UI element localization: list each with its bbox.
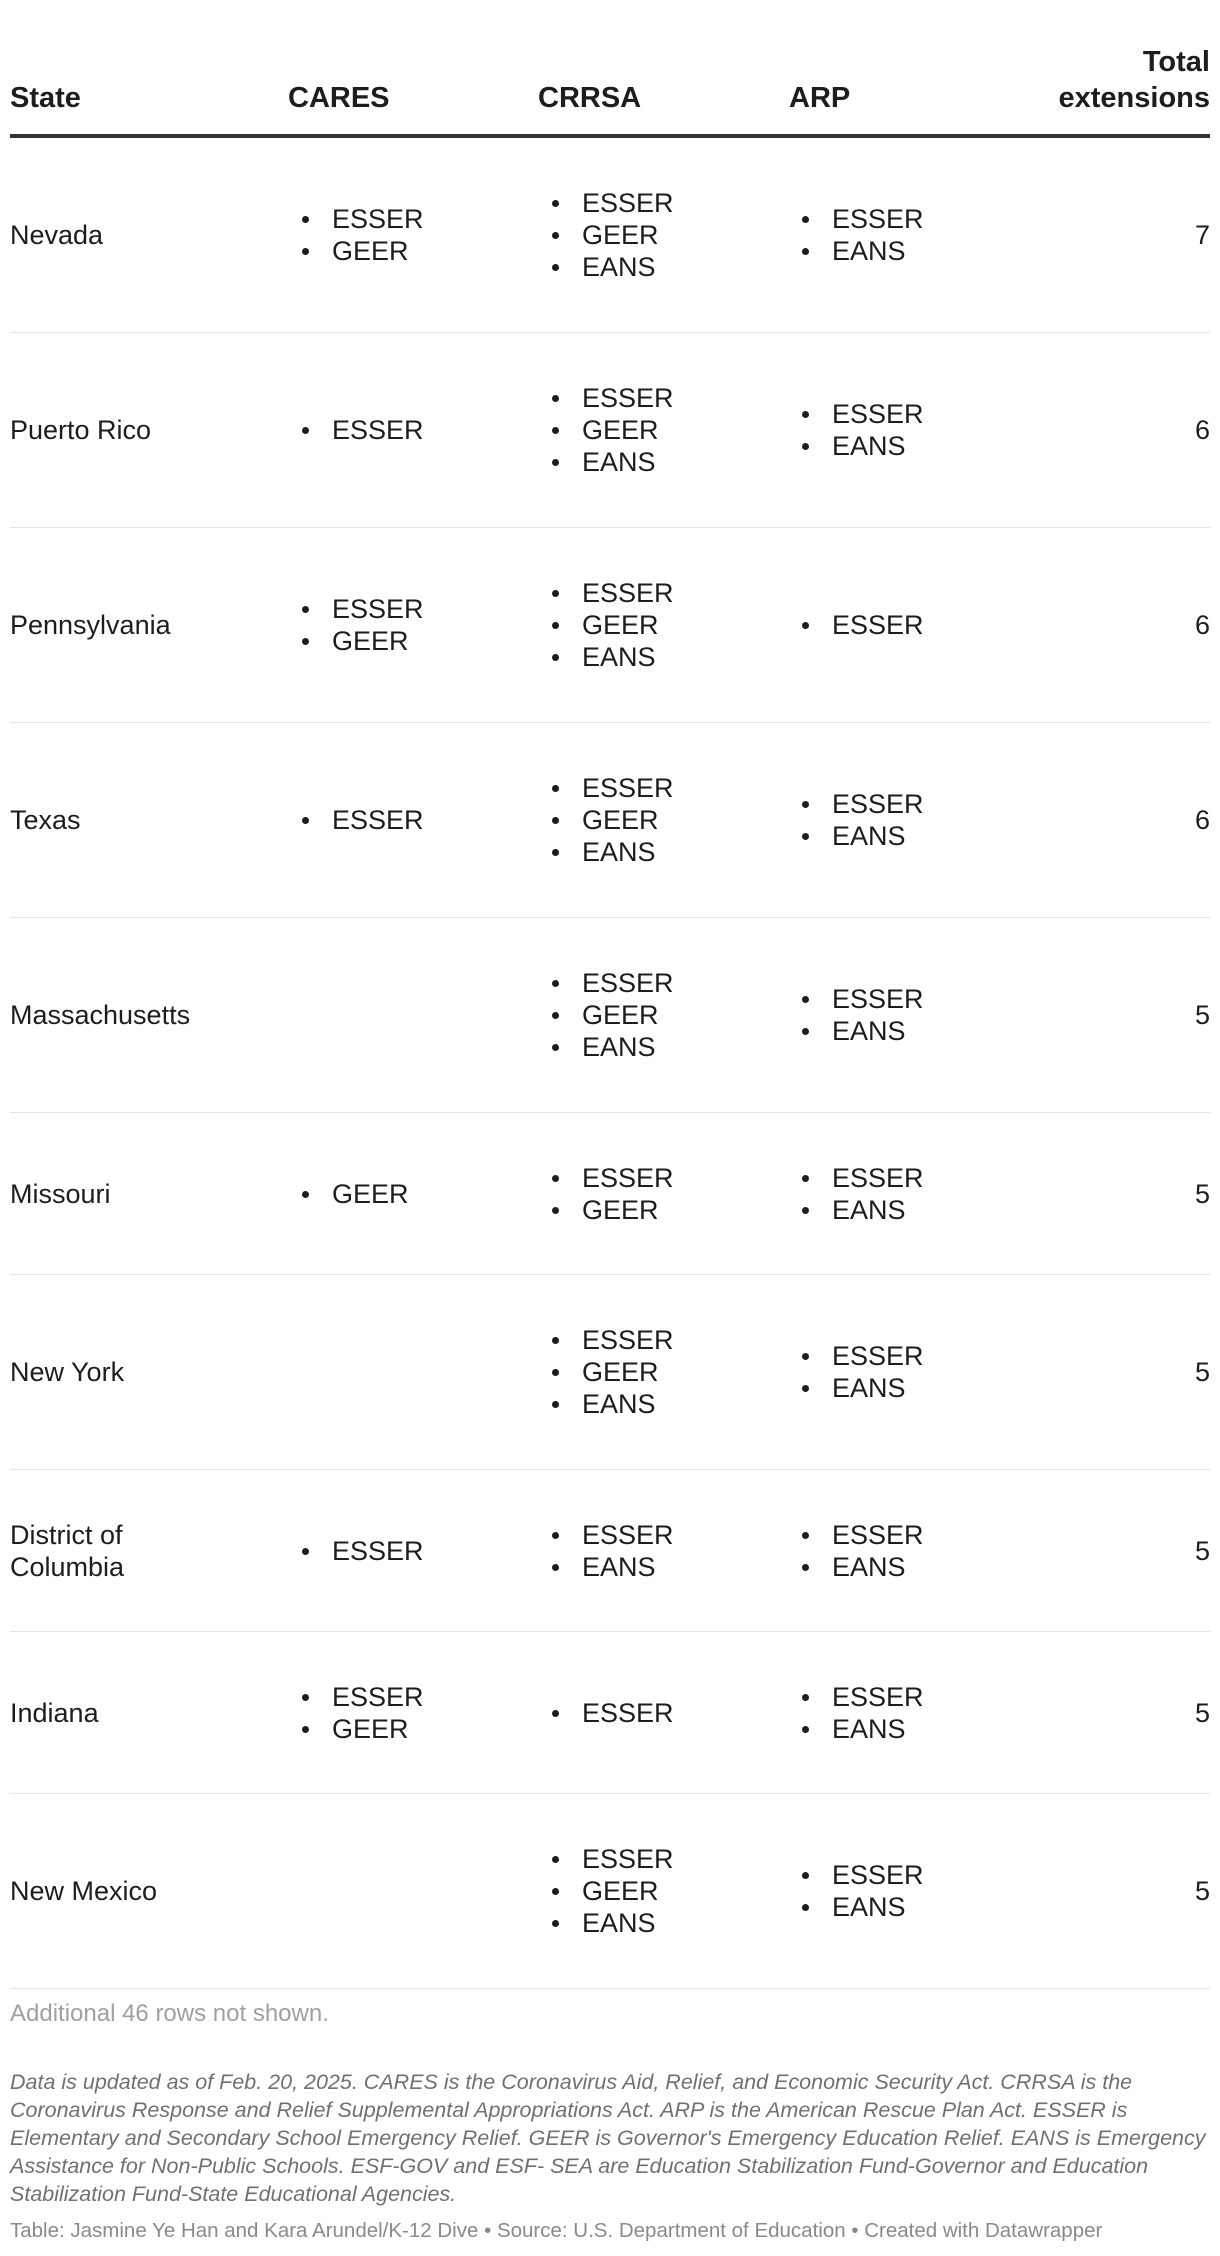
- program-item: GEER: [582, 1194, 674, 1226]
- cell-state: Puerto Rico: [10, 415, 152, 445]
- cell-crrsa: [582, 138, 782, 332]
- program-list: [582, 1519, 674, 1583]
- program-item: ESSER: [332, 594, 424, 624]
- program-item: ESSER: [832, 1519, 924, 1550]
- cell-arp: [832, 1113, 1032, 1274]
- program-list: [582, 1162, 674, 1226]
- program-item: EANS: [832, 1015, 924, 1047]
- program-item: ESSER: [332, 805, 424, 835]
- program-item: EANS: [582, 1907, 674, 1939]
- cell-total: 5: [1194, 1535, 1210, 1566]
- table-body: [10, 138, 1210, 1989]
- program-list: [832, 203, 924, 267]
- program-list: [332, 414, 424, 446]
- cell-arp: [832, 723, 1032, 917]
- table-row: [10, 1275, 1210, 1470]
- cell-crrsa: [582, 528, 782, 722]
- cell-state: New Mexico: [10, 1876, 158, 1906]
- cell-state: District of Columbia: [10, 1519, 125, 1582]
- program-item: EANS: [582, 1031, 674, 1063]
- program-item: ESSER: [832, 610, 924, 640]
- program-item: ESSER: [582, 188, 674, 218]
- program-item: ESSER: [582, 1844, 674, 1874]
- program-item: ESSER: [582, 1519, 674, 1550]
- program-item: GEER: [332, 235, 424, 267]
- cell-cares: [332, 138, 532, 332]
- program-item: GEER: [582, 1356, 674, 1388]
- program-item: GEER: [332, 1713, 424, 1745]
- program-item: ESSER: [582, 773, 674, 803]
- program-list: [332, 804, 424, 836]
- program-item: ESSER: [832, 789, 924, 819]
- program-list: [832, 398, 924, 462]
- cell-arp: [832, 138, 1032, 332]
- header-cares[interactable]: CARES: [288, 82, 390, 114]
- program-list: [832, 983, 924, 1047]
- cell-total: 5: [1194, 1000, 1210, 1030]
- program-item: GEER: [332, 625, 424, 657]
- program-item: GEER: [582, 999, 674, 1031]
- program-list: [832, 1340, 924, 1404]
- program-item: EANS: [832, 1194, 924, 1226]
- program-item: EANS: [582, 1388, 674, 1420]
- program-item: ESSER: [582, 1162, 674, 1193]
- cell-crrsa: [582, 1275, 782, 1469]
- table-row: [10, 333, 1210, 528]
- program-list: [832, 1519, 924, 1583]
- cell-cares: [332, 1470, 532, 1631]
- program-item: ESSER: [332, 204, 424, 234]
- program-item: ESSER: [582, 968, 674, 998]
- cell-cares: [332, 333, 532, 527]
- table-header: [10, 0, 1210, 138]
- cell-arp: [832, 918, 1032, 1112]
- program-item: ESSER: [332, 1681, 424, 1712]
- cell-total: 6: [1194, 415, 1210, 445]
- header-total-line-2: extensions: [1058, 82, 1210, 114]
- program-item: ESSER: [582, 1697, 674, 1728]
- program-item: ESSER: [582, 383, 674, 413]
- program-list: [582, 382, 674, 478]
- cell-arp: [832, 1794, 1032, 1988]
- cell-state: Pennsylvania: [10, 610, 171, 640]
- program-list: [832, 788, 924, 852]
- program-item: EANS: [832, 235, 924, 267]
- program-item: GEER: [332, 1178, 409, 1209]
- program-item: ESSER: [832, 1860, 924, 1890]
- cell-cares: [332, 1113, 532, 1274]
- program-list: [582, 1324, 674, 1420]
- table-row: [10, 1113, 1210, 1275]
- cell-state: Texas: [10, 805, 81, 835]
- cell-arp: [832, 528, 1032, 722]
- cell-cares: [332, 528, 532, 722]
- program-list: [832, 1859, 924, 1923]
- program-item: GEER: [582, 1875, 674, 1907]
- table-row: [10, 1470, 1210, 1632]
- program-list: [582, 577, 674, 673]
- program-list: [582, 1697, 674, 1729]
- cell-state: New York: [10, 1357, 125, 1387]
- program-item: EANS: [832, 1551, 924, 1583]
- header-arp[interactable]: ARP: [789, 82, 851, 114]
- program-item: GEER: [582, 804, 674, 836]
- cell-total: 5: [1194, 1357, 1210, 1387]
- table-row: [10, 528, 1210, 723]
- cell-cares: [332, 1632, 532, 1793]
- cell-cares: [332, 918, 532, 1112]
- program-item: EANS: [582, 446, 674, 478]
- cell-cares: [332, 1275, 532, 1469]
- program-list: [332, 1681, 424, 1745]
- program-list: [832, 1162, 924, 1226]
- program-item: EANS: [832, 1713, 924, 1745]
- cell-crrsa: [582, 333, 782, 527]
- program-item: ESSER: [832, 1341, 924, 1371]
- program-list: [332, 1535, 424, 1567]
- rows-not-shown-note: Additional 46 rows not shown.: [10, 2000, 329, 2027]
- program-item: ESSER: [332, 1535, 424, 1566]
- program-item: EANS: [582, 251, 674, 283]
- program-list: [332, 1178, 409, 1210]
- program-item: EANS: [582, 836, 674, 868]
- table-row: [10, 138, 1210, 333]
- table-notes: Data is updated as of Feb. 20, 2025. CARES is the Coronavirus Aid, Relief, and Economic Security Act. CRRSA is the Coronavirus Response and Relief Supplemental Appropriations Act. ARP is the American Rescue Plan Act. ESSER is Elementary and Secondary School Emergency Relief. GEER is Governor's Emergency Education Relief. EANS is Emergency Assistance for Non-Public Schools. ESF-GOV and ESF- SEA are Education Stabilization Fund-Governor and Education Stabilization Fund-State Educational Agencies.: [10, 2070, 1206, 2206]
- cell-total: 5: [1194, 1876, 1210, 1906]
- header-state[interactable]: State: [10, 82, 81, 114]
- program-list: [582, 772, 674, 868]
- cell-cares: [332, 1794, 532, 1988]
- table-row: [10, 1632, 1210, 1794]
- header-total-extensions[interactable]: [1059, 44, 1211, 116]
- source-line: Table: Jasmine Ye Han and Kara Arundel/K-12 Dive • Source: U.S. Department of Education • Created with Datawrapper: [10, 2219, 1103, 2242]
- program-item: ESSER: [832, 984, 924, 1014]
- cell-crrsa: [582, 723, 782, 917]
- cell-arp: [832, 1632, 1032, 1793]
- cell-state: Missouri: [10, 1178, 111, 1209]
- table-row: [10, 1794, 1210, 1989]
- cell-total: 7: [1194, 220, 1210, 250]
- cell-arp: [832, 333, 1032, 527]
- program-item: EANS: [582, 641, 674, 673]
- program-item: GEER: [582, 609, 674, 641]
- program-item: ESSER: [832, 204, 924, 234]
- program-list: [582, 967, 674, 1063]
- cell-total: 5: [1194, 1178, 1210, 1209]
- cell-crrsa: [582, 1470, 782, 1631]
- cell-crrsa: [582, 1794, 782, 1988]
- cell-total: 6: [1194, 805, 1210, 835]
- program-item: ESSER: [582, 578, 674, 608]
- table-row: [10, 918, 1210, 1113]
- program-list: [582, 187, 674, 283]
- cell-total: 5: [1194, 1697, 1210, 1728]
- cell-crrsa: [582, 1113, 782, 1274]
- cell-state: Indiana: [10, 1697, 99, 1728]
- program-item: ESSER: [832, 1681, 924, 1712]
- header-total-line-1: Total: [1142, 46, 1210, 78]
- program-item: EANS: [832, 1372, 924, 1404]
- program-list: [832, 609, 924, 641]
- cell-crrsa: [582, 1632, 782, 1793]
- program-item: EANS: [832, 1891, 924, 1923]
- cell-total: 6: [1194, 610, 1210, 640]
- program-item: ESSER: [832, 399, 924, 429]
- cell-state: Nevada: [10, 220, 104, 250]
- header-crrsa[interactable]: CRRSA: [538, 82, 642, 114]
- cell-crrsa: [582, 918, 782, 1112]
- program-item: EANS: [832, 820, 924, 852]
- program-item: EANS: [832, 430, 924, 462]
- program-list: [582, 1843, 674, 1939]
- program-item: EANS: [582, 1551, 674, 1583]
- cell-cares: [332, 723, 532, 917]
- program-item: GEER: [582, 414, 674, 446]
- cell-state: Massachusetts: [10, 1000, 191, 1030]
- program-list: [332, 203, 424, 267]
- program-list: [832, 1681, 924, 1745]
- program-list: [332, 593, 424, 657]
- program-item: ESSER: [582, 1325, 674, 1355]
- program-item: ESSER: [832, 1162, 924, 1193]
- cell-arp: [832, 1470, 1032, 1631]
- cell-arp: [832, 1275, 1032, 1469]
- table-row: [10, 723, 1210, 918]
- data-table: [10, 0, 1210, 1989]
- program-item: GEER: [582, 219, 674, 251]
- program-item: ESSER: [332, 415, 424, 445]
